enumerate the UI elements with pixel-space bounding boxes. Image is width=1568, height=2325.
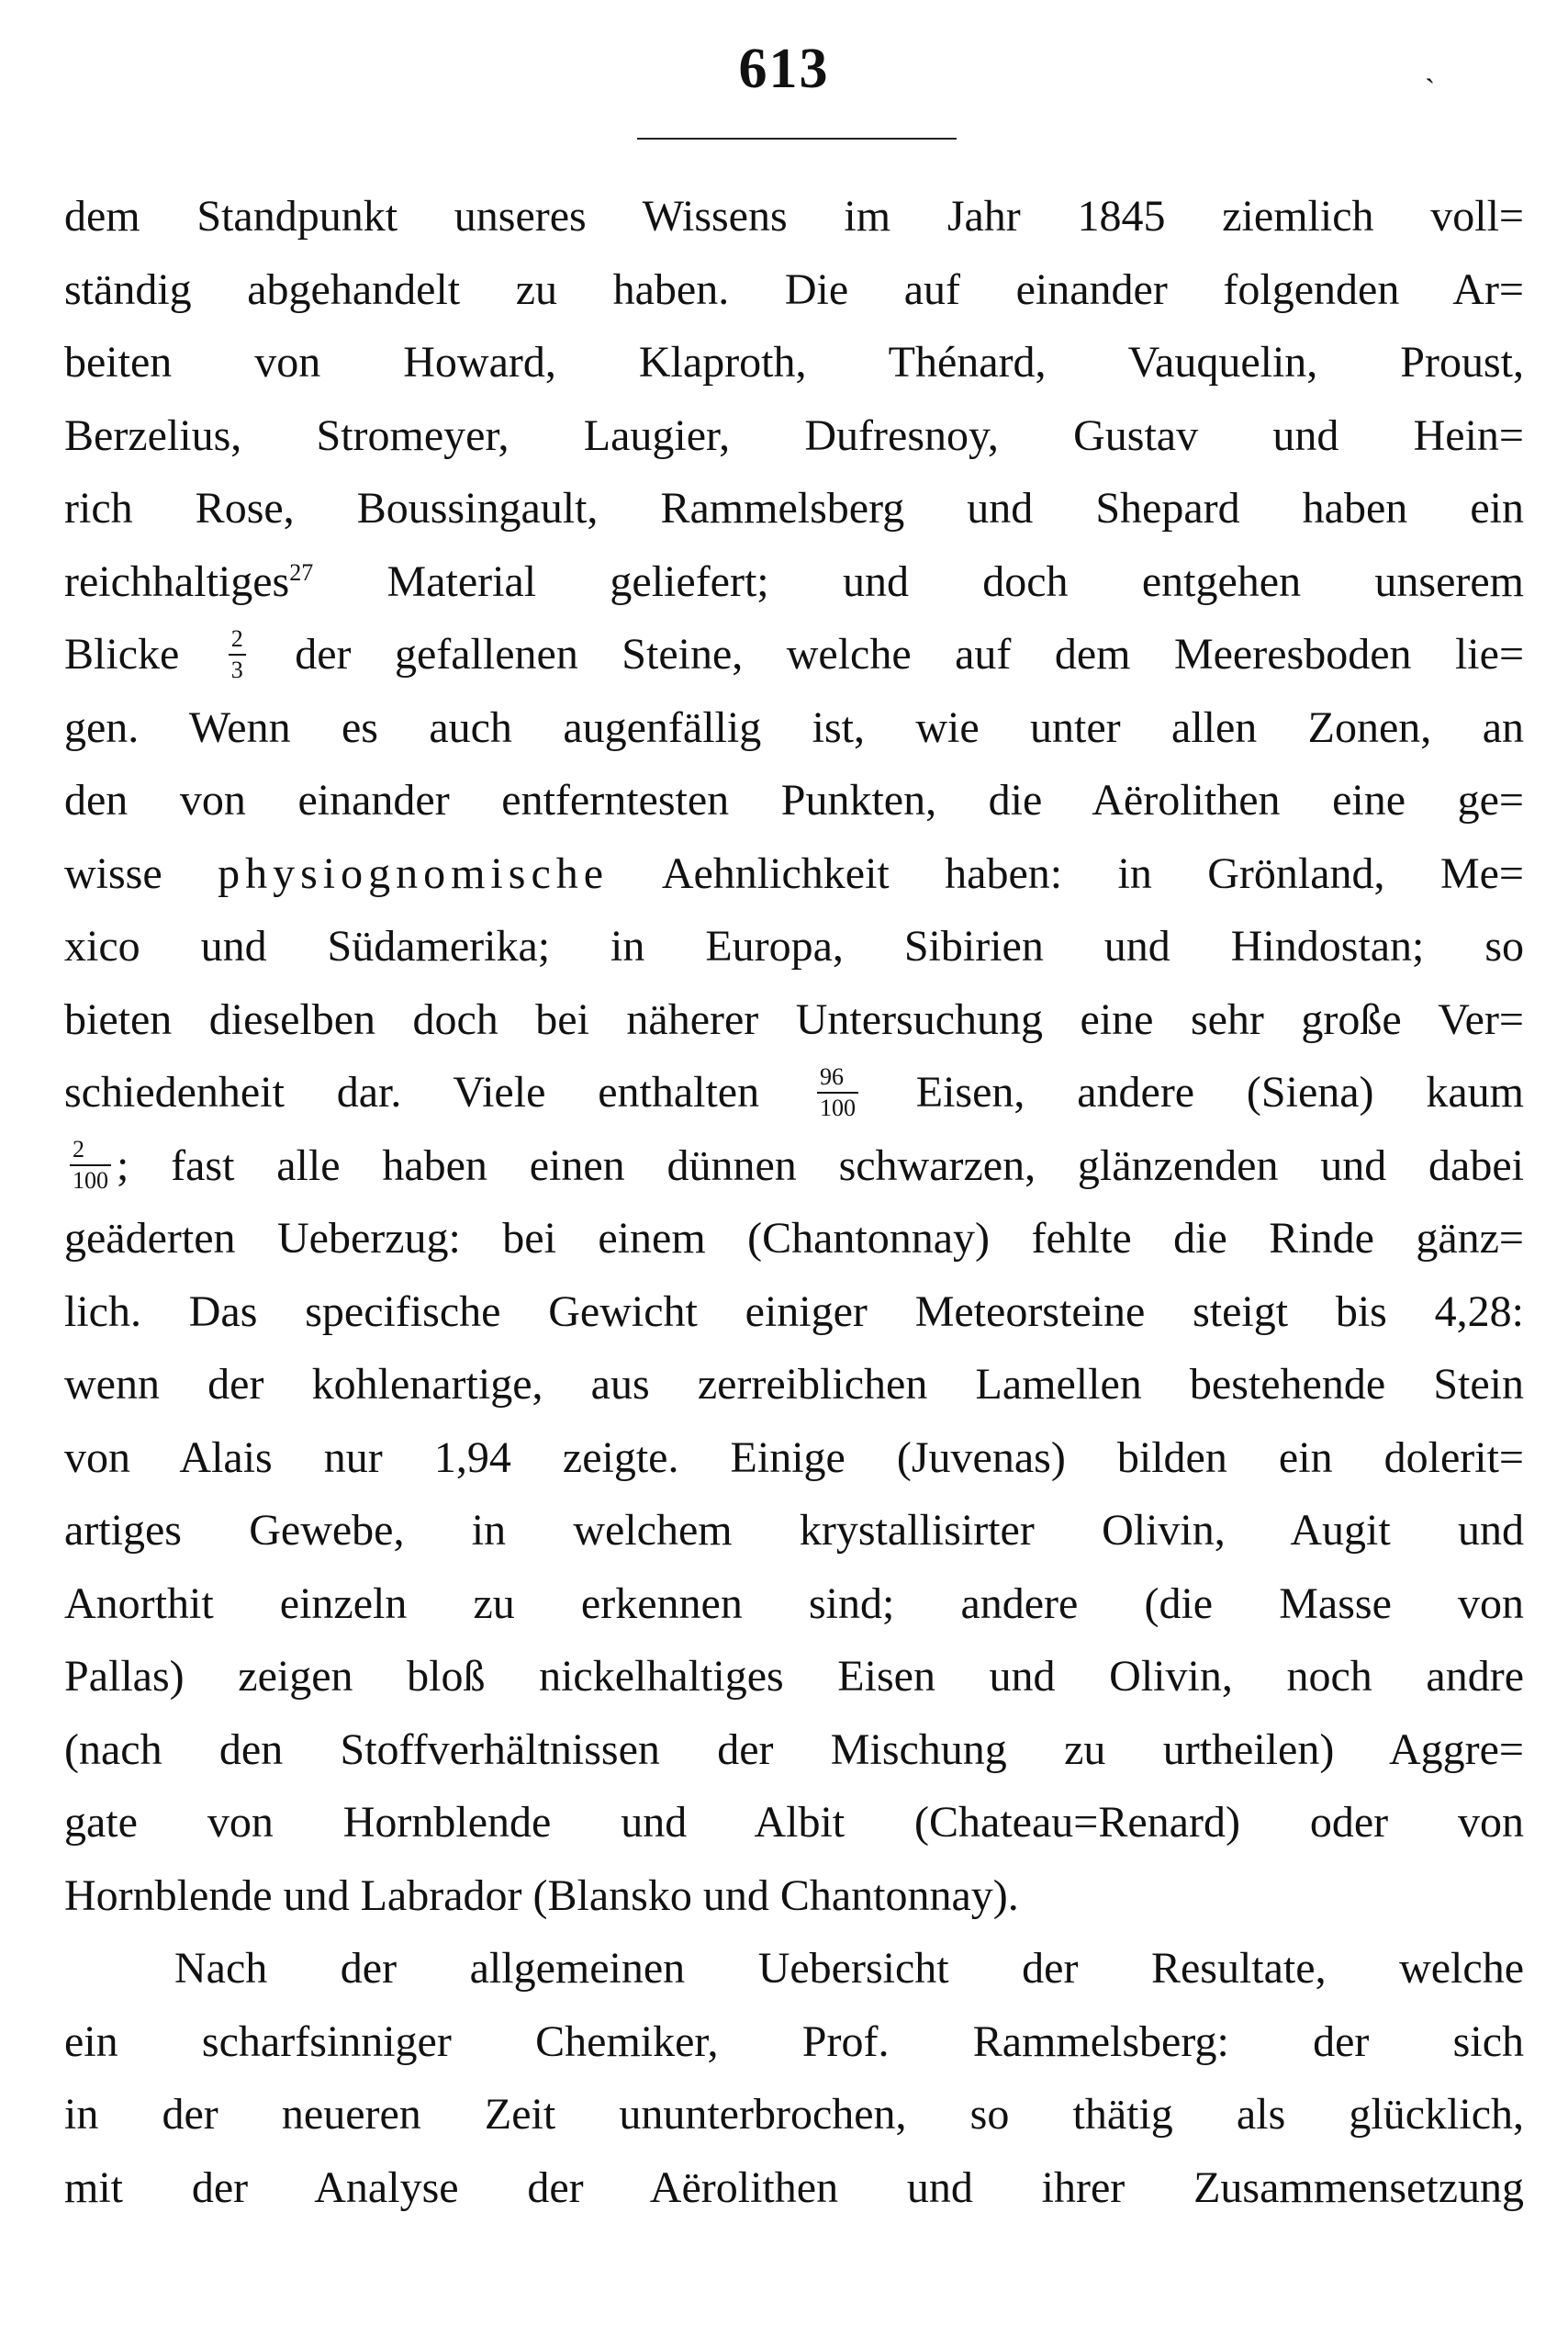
text-line: rich Rose, Boussingault, Rammelsberg und Shepard haben ein [64,484,1524,533]
text-line: Berzelius, Stromeyer, Laugier, Dufresnoy, Gustav und Hein= [64,410,1524,460]
text-line [64,545,1524,619]
text-line: Anorthit einzeln zu erkennen sind; andere (die Masse von [64,1578,1524,1628]
text-segment: Blicke [64,630,223,679]
fraction-denominator: 3 [230,656,243,683]
text-line [64,618,1524,691]
fraction [70,1138,111,1193]
text-line: bieten dieselben doch bei näherer Untersuchung eine sehr große Ver= [64,994,1524,1044]
fraction-numerator: 2 [229,627,246,656]
text-segment: ; fast alle haben einen dünnen schwarzen, glänzenden und dabei [117,1140,1524,1190]
body-text [64,180,1524,2224]
fraction-denominator: 100 [73,1167,108,1195]
text-segment: der gefallenen Steine, welche auf dem Meeresboden lie= [251,630,1525,679]
fraction-denominator: 100 [819,1094,856,1121]
fraction-numerator: 2 [70,1138,111,1166]
text-line: gate von Hornblende und Albit (Chateau=Renard) oder von [64,1798,1524,1847]
text-line: xico und Südamerika; in Europa, Sibirien und Hindostan; so [64,922,1524,971]
text-line: mit der Analyse der Aërolithen und ihrer Zusammensetzung [64,2162,1524,2212]
text-line [64,1129,1524,1203]
text-segment: reichhaltiges [64,556,290,606]
emphasized-word: physiognomische [218,848,610,898]
text-segment: Eisen, andere (Siena) kaum [863,1068,1524,1117]
fraction [817,1062,858,1121]
text-line: wenn der kohlenartige, aus zerreiblichen Lamellen bestehende Stein [64,1360,1524,1409]
text-line: Pallas) zeigen bloß nickelhaltiges Eisen und Olivin, noch andre [64,1652,1524,1701]
text-line: beiten von Howard, Klaproth, Thénard, Vauquelin, Proust, [64,338,1524,387]
text-line: geäderten Ueberzug: bei einem (Chantonnay) fehlte die Rinde gänz= [64,1214,1524,1263]
footnote-marker: 27 [289,558,314,586]
text-line: ein scharfsinniger Chemiker, Prof. Rammelsberg: der sich [64,2016,1524,2066]
text-line: artiges Gewebe, in welchem krystallisirter Olivin, Augit und [64,1506,1524,1555]
page-mark: ` [1425,73,1436,107]
text-line: den von einander entferntesten Punkten, die Aërolithen eine ge= [64,776,1524,825]
text-line: wisse physiognomische Aehnlichkeit haben: in Grönland, Me= [64,848,1524,898]
text-line: von Alais nur 1,94 zeigte. Einige (Juvenas) bilden ein dolerit= [64,1432,1524,1482]
text-line: (nach den Stoffverhältnissen der Mischung zu urtheilen) Aggre= [64,1724,1524,1774]
page-number: 613 [738,38,830,100]
text-line: Hornblende und Labrador (Blansko und Chantonnay). [64,1870,1019,1920]
fraction-numerator: 96 [817,1065,858,1094]
text-line [64,1056,1524,1129]
text-line: lich. Das specifische Gewicht einiger Meteorsteine steigt bis 4,28: [64,1286,1524,1336]
text-line: Nach der allgemeinen Uebersicht der Resultate, welche [174,1944,1524,1993]
text-line: dem Standpunkt unseres Wissens im Jahr 1845 ziemlich voll= [64,192,1524,241]
header-rule [637,138,957,140]
text-line: in der neueren Zeit ununterbrochen, so thätig als glücklich, [64,2090,1524,2139]
fraction [229,624,246,683]
text-line: gen. Wenn es auch augenfällig ist, wie unter allen Zonen, an [64,702,1524,752]
text-segment: schiedenheit dar. Viele enthalten [64,1068,812,1117]
text-line: ständig abgehandelt zu haben. Die auf einander folgenden Ar= [64,264,1524,314]
text-segment: Material geliefert; und doch entgehen unserem [313,556,1524,606]
